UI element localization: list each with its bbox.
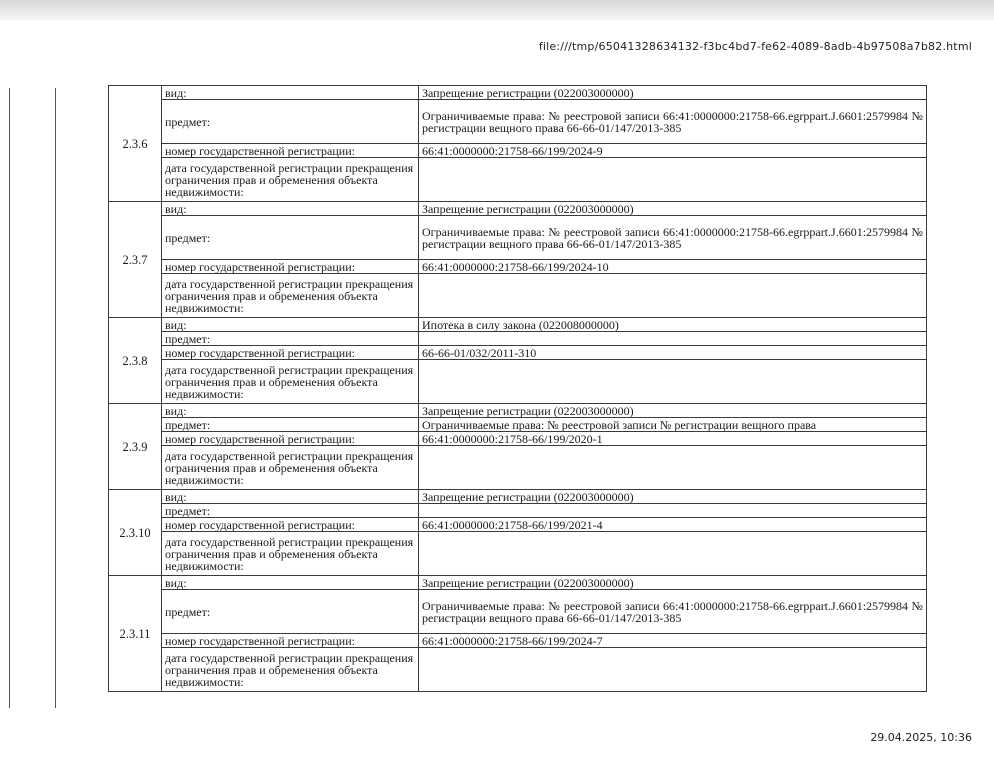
label-type: вид: [162,576,419,590]
value-type: Запрещение регистрации (022003000000) [419,404,927,418]
table-row [109,158,927,202]
value-reg-number: 66-66-01/032/2011-310 [419,346,927,360]
entry-number: 2.3.10 [109,490,162,576]
label-reg-number: номер государственной регистрации: [162,260,419,274]
table-row [109,332,927,346]
value-subject: Ограничиваемые права: № реестровой записи 66:41:0000000:21758-66.egrppart.J.6601:2579984 № регистрации вещного права 66-66-01/147/2013-385 [419,100,927,144]
table-row [109,576,927,590]
value-type: Ипотека в силу закона (022008000000) [419,318,927,332]
table-row [109,518,927,532]
table-row [109,532,927,576]
value-type: Запрещение регистрации (022003000000) [419,576,927,590]
value-reg-number: 66:41:0000000:21758-66/199/2024-10 [419,260,927,274]
table-row [109,144,927,158]
table-row [109,318,927,332]
entry-number: 2.3.8 [109,318,162,404]
table-row [109,202,927,216]
label-termination-date: дата государственной регистрации прекращения ограничения прав и обременения объекта недвижимости: [162,360,419,404]
value-reg-number: 66:41:0000000:21758-66/199/2021-4 [419,518,927,532]
table-row [109,504,927,518]
entry-number: 2.3.9 [109,404,162,490]
label-reg-number: номер государственной регистрации: [162,634,419,648]
value-type: Запрещение регистрации (022003000000) [419,86,927,100]
margin-line [55,88,56,708]
label-subject: предмет: [162,418,419,432]
table-row [109,490,927,504]
label-subject: предмет: [162,590,419,634]
value-termination-date [419,360,927,404]
entry-number: 2.3.6 [109,86,162,202]
value-subject [419,332,927,346]
value-termination-date [419,446,927,490]
label-reg-number: номер государственной регистрации: [162,346,419,360]
scan-top-edge [0,0,994,20]
label-reg-number: номер государственной регистрации: [162,518,419,532]
value-reg-number: 66:41:0000000:21758-66/199/2024-7 [419,634,927,648]
value-subject: Ограничиваемые права: № реестровой записи 66:41:0000000:21758-66.egrppart.J.6601:2579984 № регистрации вещного права 66-66-01/147/2013-385 [419,590,927,634]
value-subject [419,504,927,518]
value-termination-date [419,158,927,202]
value-reg-number: 66:41:0000000:21758-66/199/2020-1 [419,432,927,446]
table-row [109,216,927,260]
print-timestamp: 29.04.2025, 10:36 [870,731,972,744]
table-row [109,648,927,692]
table-row [109,418,927,432]
label-subject: предмет: [162,216,419,260]
label-type: вид: [162,86,419,100]
value-subject: Ограничиваемые права: № реестровой записи 66:41:0000000:21758-66.egrppart.J.6601:2579984 № регистрации вещного права 66-66-01/147/2013-385 [419,216,927,260]
value-termination-date [419,274,927,318]
table-row [109,274,927,318]
label-type: вид: [162,490,419,504]
entry-number: 2.3.11 [109,576,162,692]
table-row [109,590,927,634]
margin-line [9,88,10,708]
label-type: вид: [162,202,419,216]
label-termination-date: дата государственной регистрации прекращения ограничения прав и обременения объекта недвижимости: [162,446,419,490]
page-url: file:///tmp/65041328634132-f3bc4bd7-fe62-4089-8adb-4b97508a7b82.html [538,40,972,53]
label-type: вид: [162,318,419,332]
value-type: Запрещение регистрации (022003000000) [419,202,927,216]
table-row [109,360,927,404]
label-termination-date: дата государственной регистрации прекращения ограничения прав и обременения объекта недвижимости: [162,158,419,202]
table-row [109,260,927,274]
value-termination-date [419,648,927,692]
entry-number: 2.3.7 [109,202,162,318]
value-reg-number: 66:41:0000000:21758-66/199/2024-9 [419,144,927,158]
label-subject: предмет: [162,332,419,346]
label-subject: предмет: [162,504,419,518]
table-row [109,446,927,490]
value-type: Запрещение регистрации (022003000000) [419,490,927,504]
table-row [109,346,927,360]
table-row [109,86,927,100]
table-row [109,100,927,144]
label-termination-date: дата государственной регистрации прекращения ограничения прав и обременения объекта недвижимости: [162,648,419,692]
label-termination-date: дата государственной регистрации прекращения ограничения прав и обременения объекта недвижимости: [162,274,419,318]
label-termination-date: дата государственной регистрации прекращения ограничения прав и обременения объекта недвижимости: [162,532,419,576]
value-termination-date [419,532,927,576]
label-subject: предмет: [162,100,419,144]
label-reg-number: номер государственной регистрации: [162,432,419,446]
value-subject: Ограничиваемые права: № реестровой записи № регистрации вещного права [419,418,927,432]
label-reg-number: номер государственной регистрации: [162,144,419,158]
table-row [109,634,927,648]
table-row [109,432,927,446]
encumbrance-table [108,85,927,692]
label-type: вид: [162,404,419,418]
table-row [109,404,927,418]
